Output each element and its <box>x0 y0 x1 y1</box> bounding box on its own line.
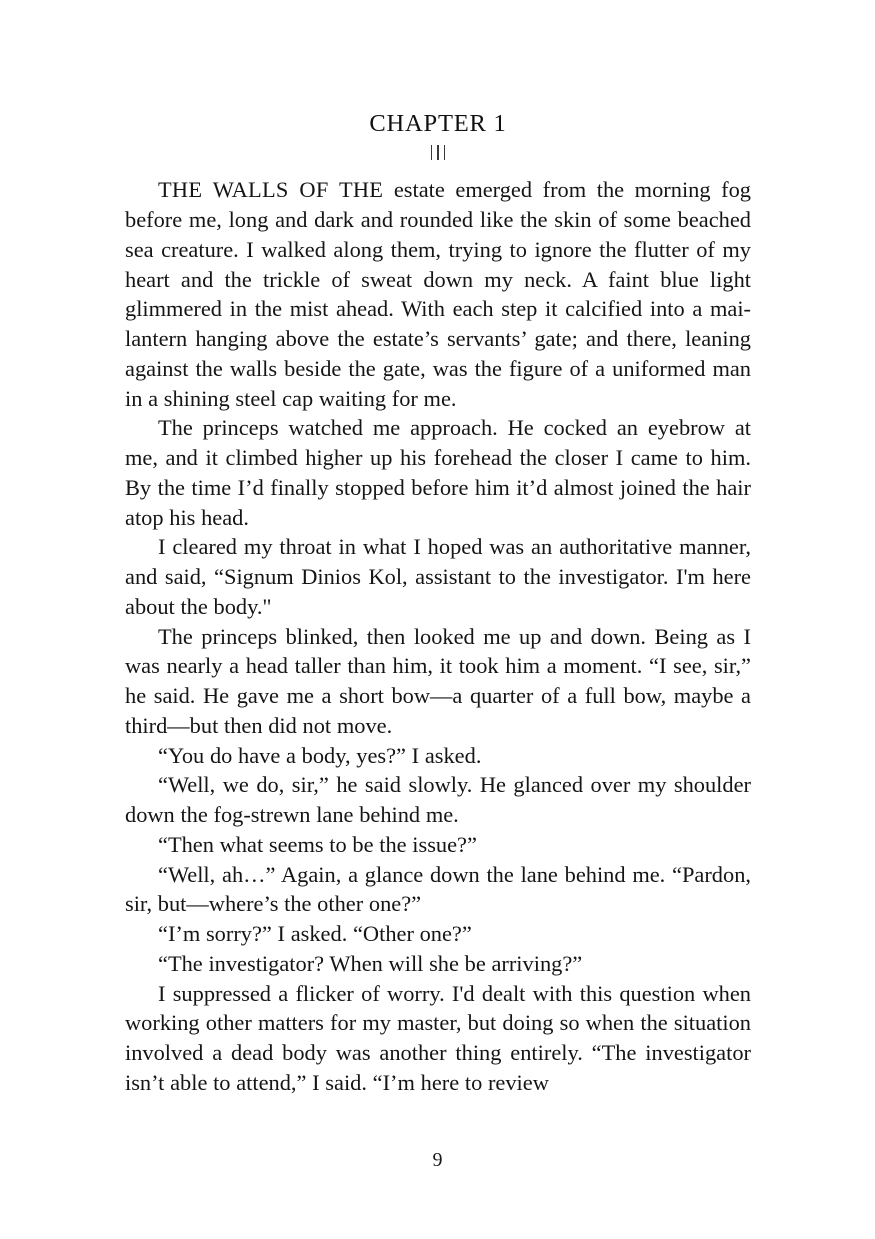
paragraph-1 <box>125 175 751 413</box>
paragraph-9: “I’m sorry?” I asked. “Other one?” <box>158 921 472 947</box>
paragraph-7: “Then what seems to be the issue?” <box>158 831 477 857</box>
chapter-ornament-icon <box>125 137 751 163</box>
paragraph-5: “You do have a body, yes?” I asked. <box>158 742 482 768</box>
paragraph-11: I suppressed a flicker of worry. I'd dealt with this question when working other matters for my master, but doing so when the situation involved a dead body was another thing entirely. “The investigator isn’t able to attend,” I said. “I’m here to review <box>125 980 751 1095</box>
paragraph-8: “Well, ah…” Again, a glance down the lane behind me. “Pardon, sir, but—where’s the other one?” <box>125 861 751 917</box>
paragraph-10: “The investigator? When will she be arriving?” <box>158 950 583 976</box>
paragraph-1-opening-small-caps: THE WALLS OF THE <box>158 177 384 203</box>
paragraph-1-text: estate emerged from the morning fog before me, long and dark and rounded like the skin of some beached sea creature. I walked along them, trying to ignore the flutter of my heart and the trickle of sweat down my neck. A faint blue light glimmered in the mist ahead. With each step it calcified into a mai-lantern hanging above the estate’s servants’ gate; and there, leaning against the walls beside the gate, was the figure of a uniformed man in a shining steel cap waiting for me. <box>125 177 751 411</box>
paragraph-2: The princeps watched me approach. He cocked an eyebrow at me, and it climbed higher up his forehead the closer I came to him. By the time I’d finally stopped before him it’d almost joined the hair atop his head. <box>125 415 751 530</box>
ornament-bar-3 <box>444 145 446 160</box>
page-text-block <box>125 0 751 1098</box>
paragraph-3: I cleared my throat in what I hoped was an authoritative manner, and said, “Signum Dinios Kol, assistant to the investigator. I'm here about the body." <box>125 534 751 619</box>
ornament-bar-2 <box>437 145 439 160</box>
chapter-body <box>125 163 751 1097</box>
paragraph-4: The princeps blinked, then looked me up and down. Being as I was nearly a head taller than him, it took him a moment. “I see, sir,” he said. He gave me a short bow—a quarter of a full bow, maybe a third—but then did not move. <box>125 623 751 738</box>
page-number: 9 <box>432 1149 443 1171</box>
chapter-title: CHAPTER 1 <box>369 110 507 137</box>
paragraph-6: “Well, we do, sir,” he said slowly. He glanced over my shoulder down the fog-strewn lane behind me. <box>125 772 751 828</box>
ornament-bar-1 <box>431 145 433 160</box>
